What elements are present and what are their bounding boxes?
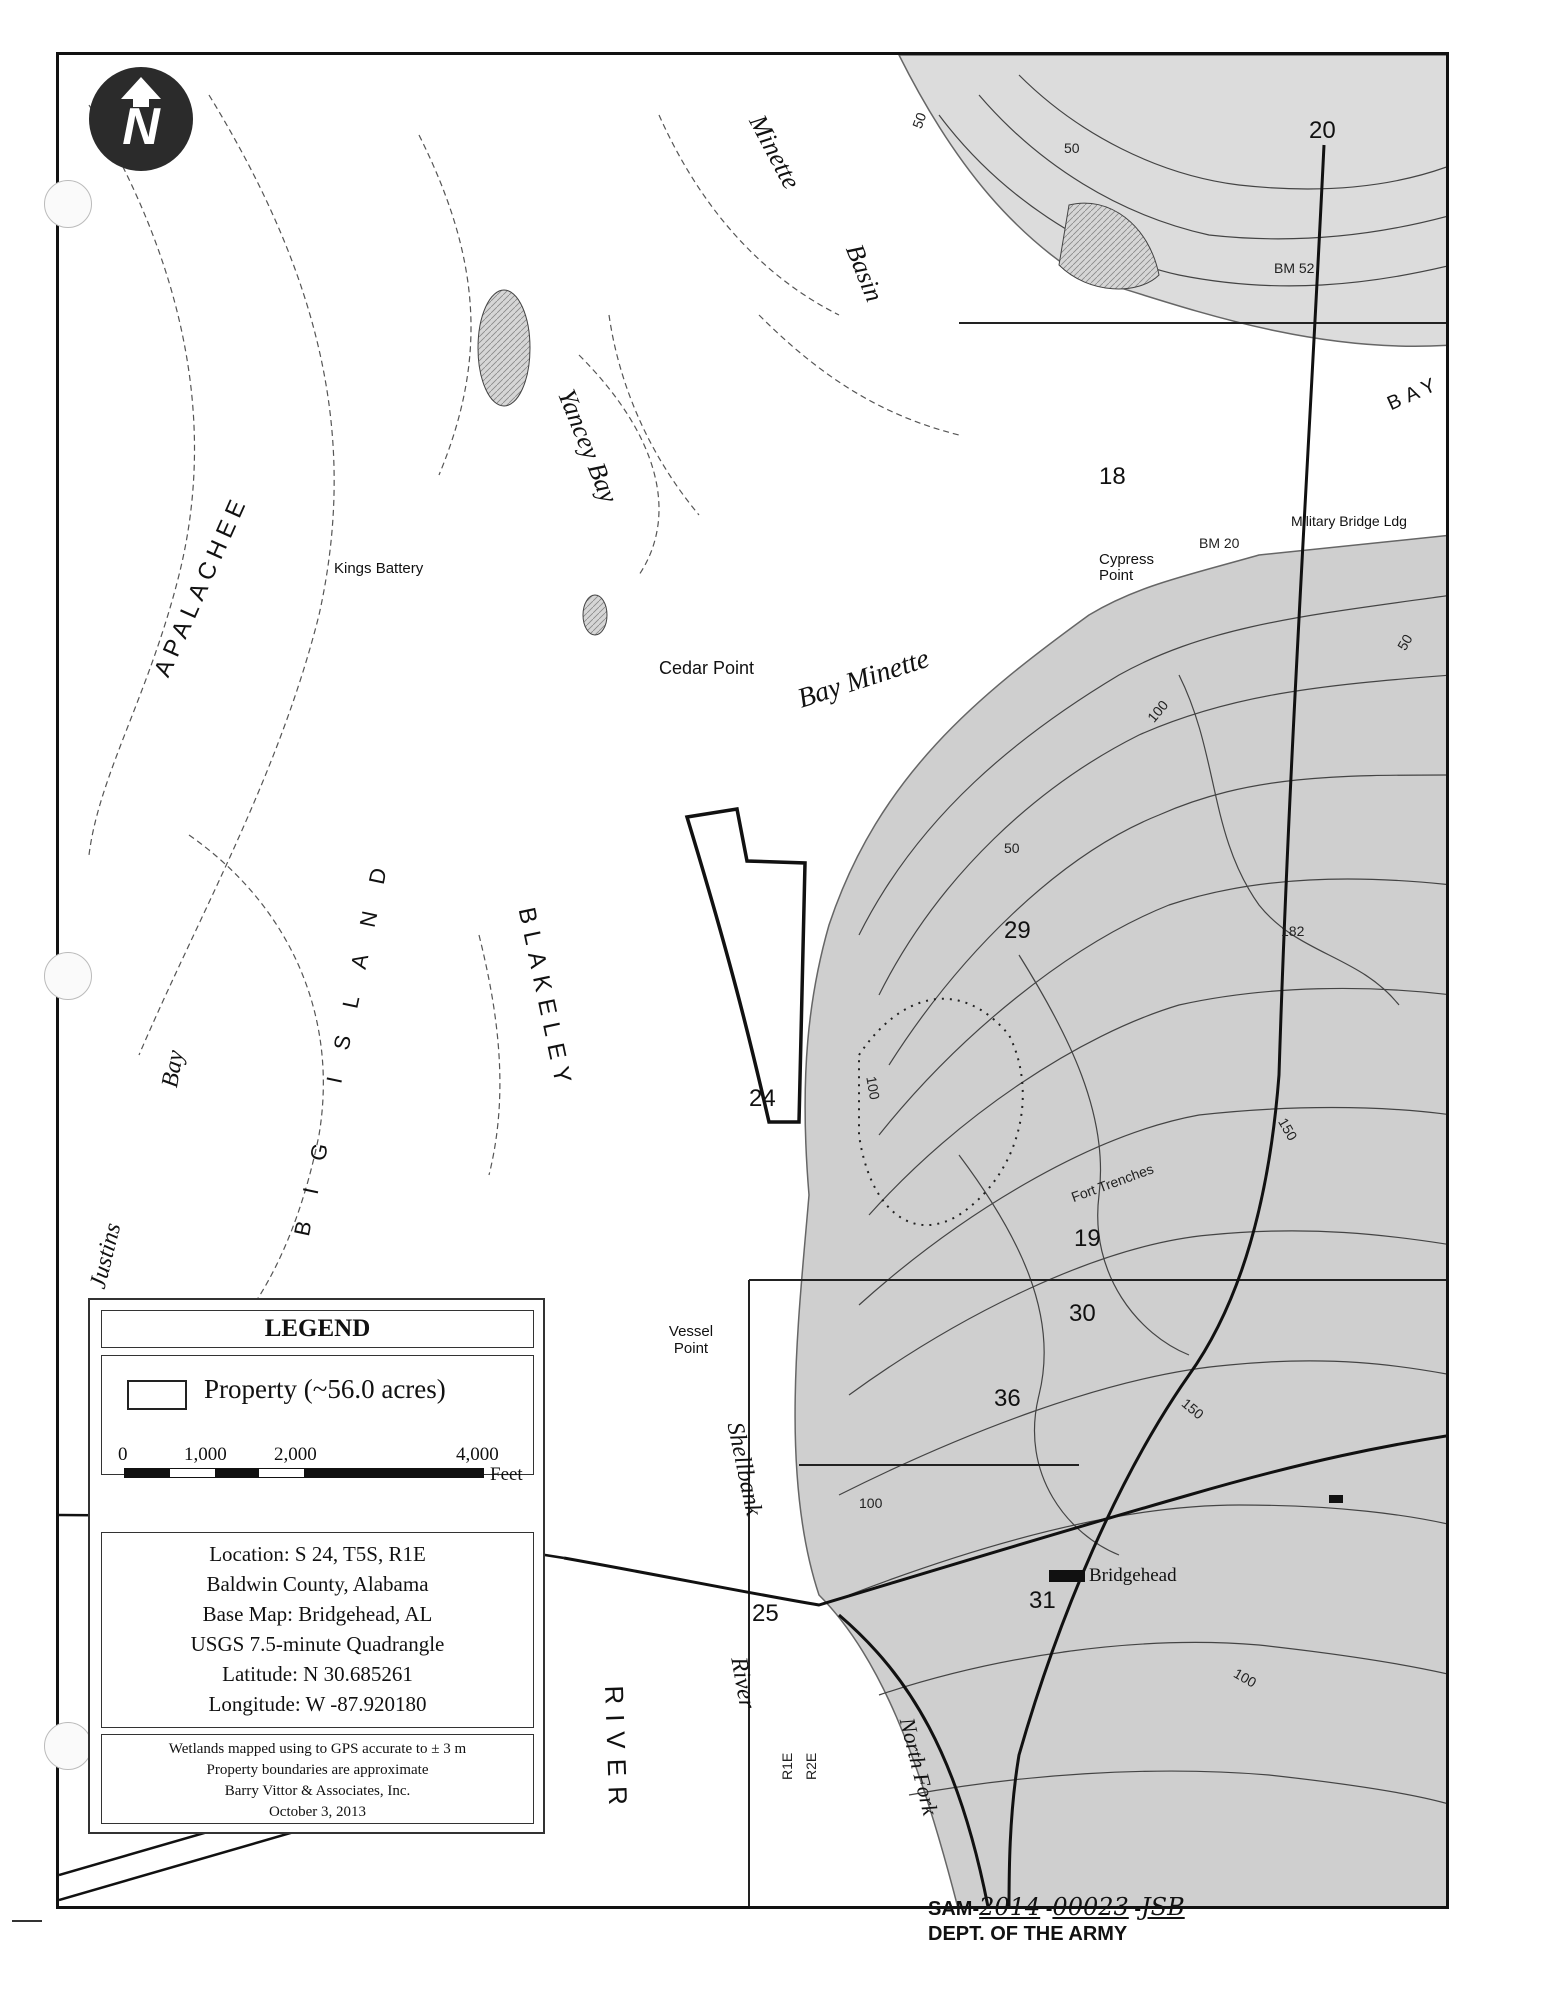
latitude-line: Latitude: N 30.685261 [222,1662,413,1686]
section-number-25: 25 [752,1600,779,1627]
section-number-29: 29 [1004,917,1031,944]
contour-label: 100 [863,1075,884,1101]
legend-title: LEGEND [101,1310,534,1348]
contour-label: 50 [1064,140,1080,156]
section-number-30: 30 [1069,1300,1096,1327]
stamp-initials: JSB [1141,1893,1185,1921]
label-basin: Basin [840,240,890,306]
legend-notes-panel [101,1734,534,1824]
contour-label: 100 [1144,697,1172,726]
label-r1e: R1E [779,1752,795,1780]
property-boundary [687,809,805,1122]
contour-label: 100 [859,1495,883,1511]
note-author: Barry Vittor & Associates, Inc. [224,1783,411,1799]
label-river: RIVER [599,1685,634,1816]
scale-tick-1000: 1,000 [184,1444,227,1465]
label-r2e: R2E [803,1752,819,1780]
scale-bar [124,1468,484,1478]
label-apalachee: APALACHEE [149,490,254,681]
scale-unit: Feet [490,1464,523,1485]
label-bay-ne: BAY [1384,372,1445,416]
legend-property-panel [101,1355,534,1485]
note-wetlands: Wetlands mapped using to GPS accurate to ± 3 m [168,1741,467,1757]
label-bridgehead: Bridgehead [1089,1565,1177,1586]
scale-tick-0: 0 [118,1444,128,1465]
label-shellbank: Shellbank [721,1420,767,1518]
north-arrow-icon: N [89,67,193,171]
label-justins: Justins [85,1220,127,1292]
section-number-19: 19 [1074,1225,1101,1252]
label-river-shellbank: River [725,1655,761,1711]
stamp-dash-2: - [1134,1898,1142,1920]
label-bm-top: BM 52 [1274,260,1315,276]
label-fort-trenches: Fort Trenches [1069,1160,1156,1206]
binder-hole [44,180,92,228]
label-vessel-point: Vessel Point [668,1323,714,1357]
label-big-island: BIG ISLAND [289,838,398,1239]
contour-label: 100 [1231,1665,1260,1691]
stamp-year: 2014 [979,1893,1041,1921]
stamp-dash-1: - [1045,1898,1053,1920]
county-line: Baldwin County, Alabama [206,1572,429,1596]
contour-label: 150 [1275,1115,1301,1144]
document-stamp [928,1893,1185,1946]
label-military-bridge: Military Bridge Ldg [1291,513,1407,529]
label-bay-minette: Bay Minette [794,642,933,715]
section-number-18: 18 [1099,463,1126,490]
location-line: Location: S 24, T5S, R1E [209,1542,426,1566]
section-number-36: 36 [994,1385,1021,1412]
legend-location-panel [101,1532,534,1728]
upland-terrain [795,535,1449,1909]
label-kings-battery: Kings Battery [334,560,424,577]
quadrangle-line: USGS 7.5-minute Quadrangle [190,1632,445,1656]
section-number-24: 24 [749,1085,776,1112]
stamp-prefix: SAM- [928,1898,980,1920]
label-blakeley: BLAKELEY [512,905,578,1094]
scale-tick-4000: 4,000 [456,1444,499,1465]
contour-label: 150 [1178,1395,1207,1423]
bridgehead-building [1049,1570,1085,1582]
note-date: October 3, 2013 [268,1804,367,1820]
section-number-20: 20 [1309,117,1336,144]
wetland-patch [478,290,530,406]
label-justins-bay: Bay [157,1048,190,1090]
binder-hole [44,1722,92,1770]
contour-label: 50 [1004,840,1020,856]
building [1329,1495,1343,1503]
contour-label: 50 [1394,631,1416,653]
label-cedar-point: Cedar Point [659,658,755,678]
binder-hole [44,952,92,1000]
stamp-number: 00023 [1052,1893,1129,1921]
label-cypress-point: Cypress Point [1099,551,1155,584]
scale-tick-2000: 2,000 [274,1444,317,1465]
note-boundaries: Property boundaries are approximate [206,1762,429,1778]
label-bm-mid: BM 20 [1199,535,1240,551]
section-number-31: 31 [1029,1587,1056,1614]
contour-label: 50 [909,110,930,131]
label-minette: Minette [743,110,807,194]
stamp-agency: DEPT. OF THE ARMY [928,1923,1128,1945]
base-map-line: Base Map: Bridgehead, AL [202,1602,433,1626]
legend-property-label: Property (~56.0 acres) [204,1374,446,1404]
map-legend [88,1298,545,1834]
label-north-fork: North Fork [894,1715,944,1818]
label-yancey-bay: Yancey Bay [552,385,624,507]
longitude-line: Longitude: W -87.920180 [208,1692,427,1716]
stamp-number-line [928,1893,1185,1921]
contour-label: 182 [1281,923,1305,939]
wetland-patch [583,595,607,635]
margin-mark [12,1920,42,1922]
property-swatch [127,1380,187,1410]
